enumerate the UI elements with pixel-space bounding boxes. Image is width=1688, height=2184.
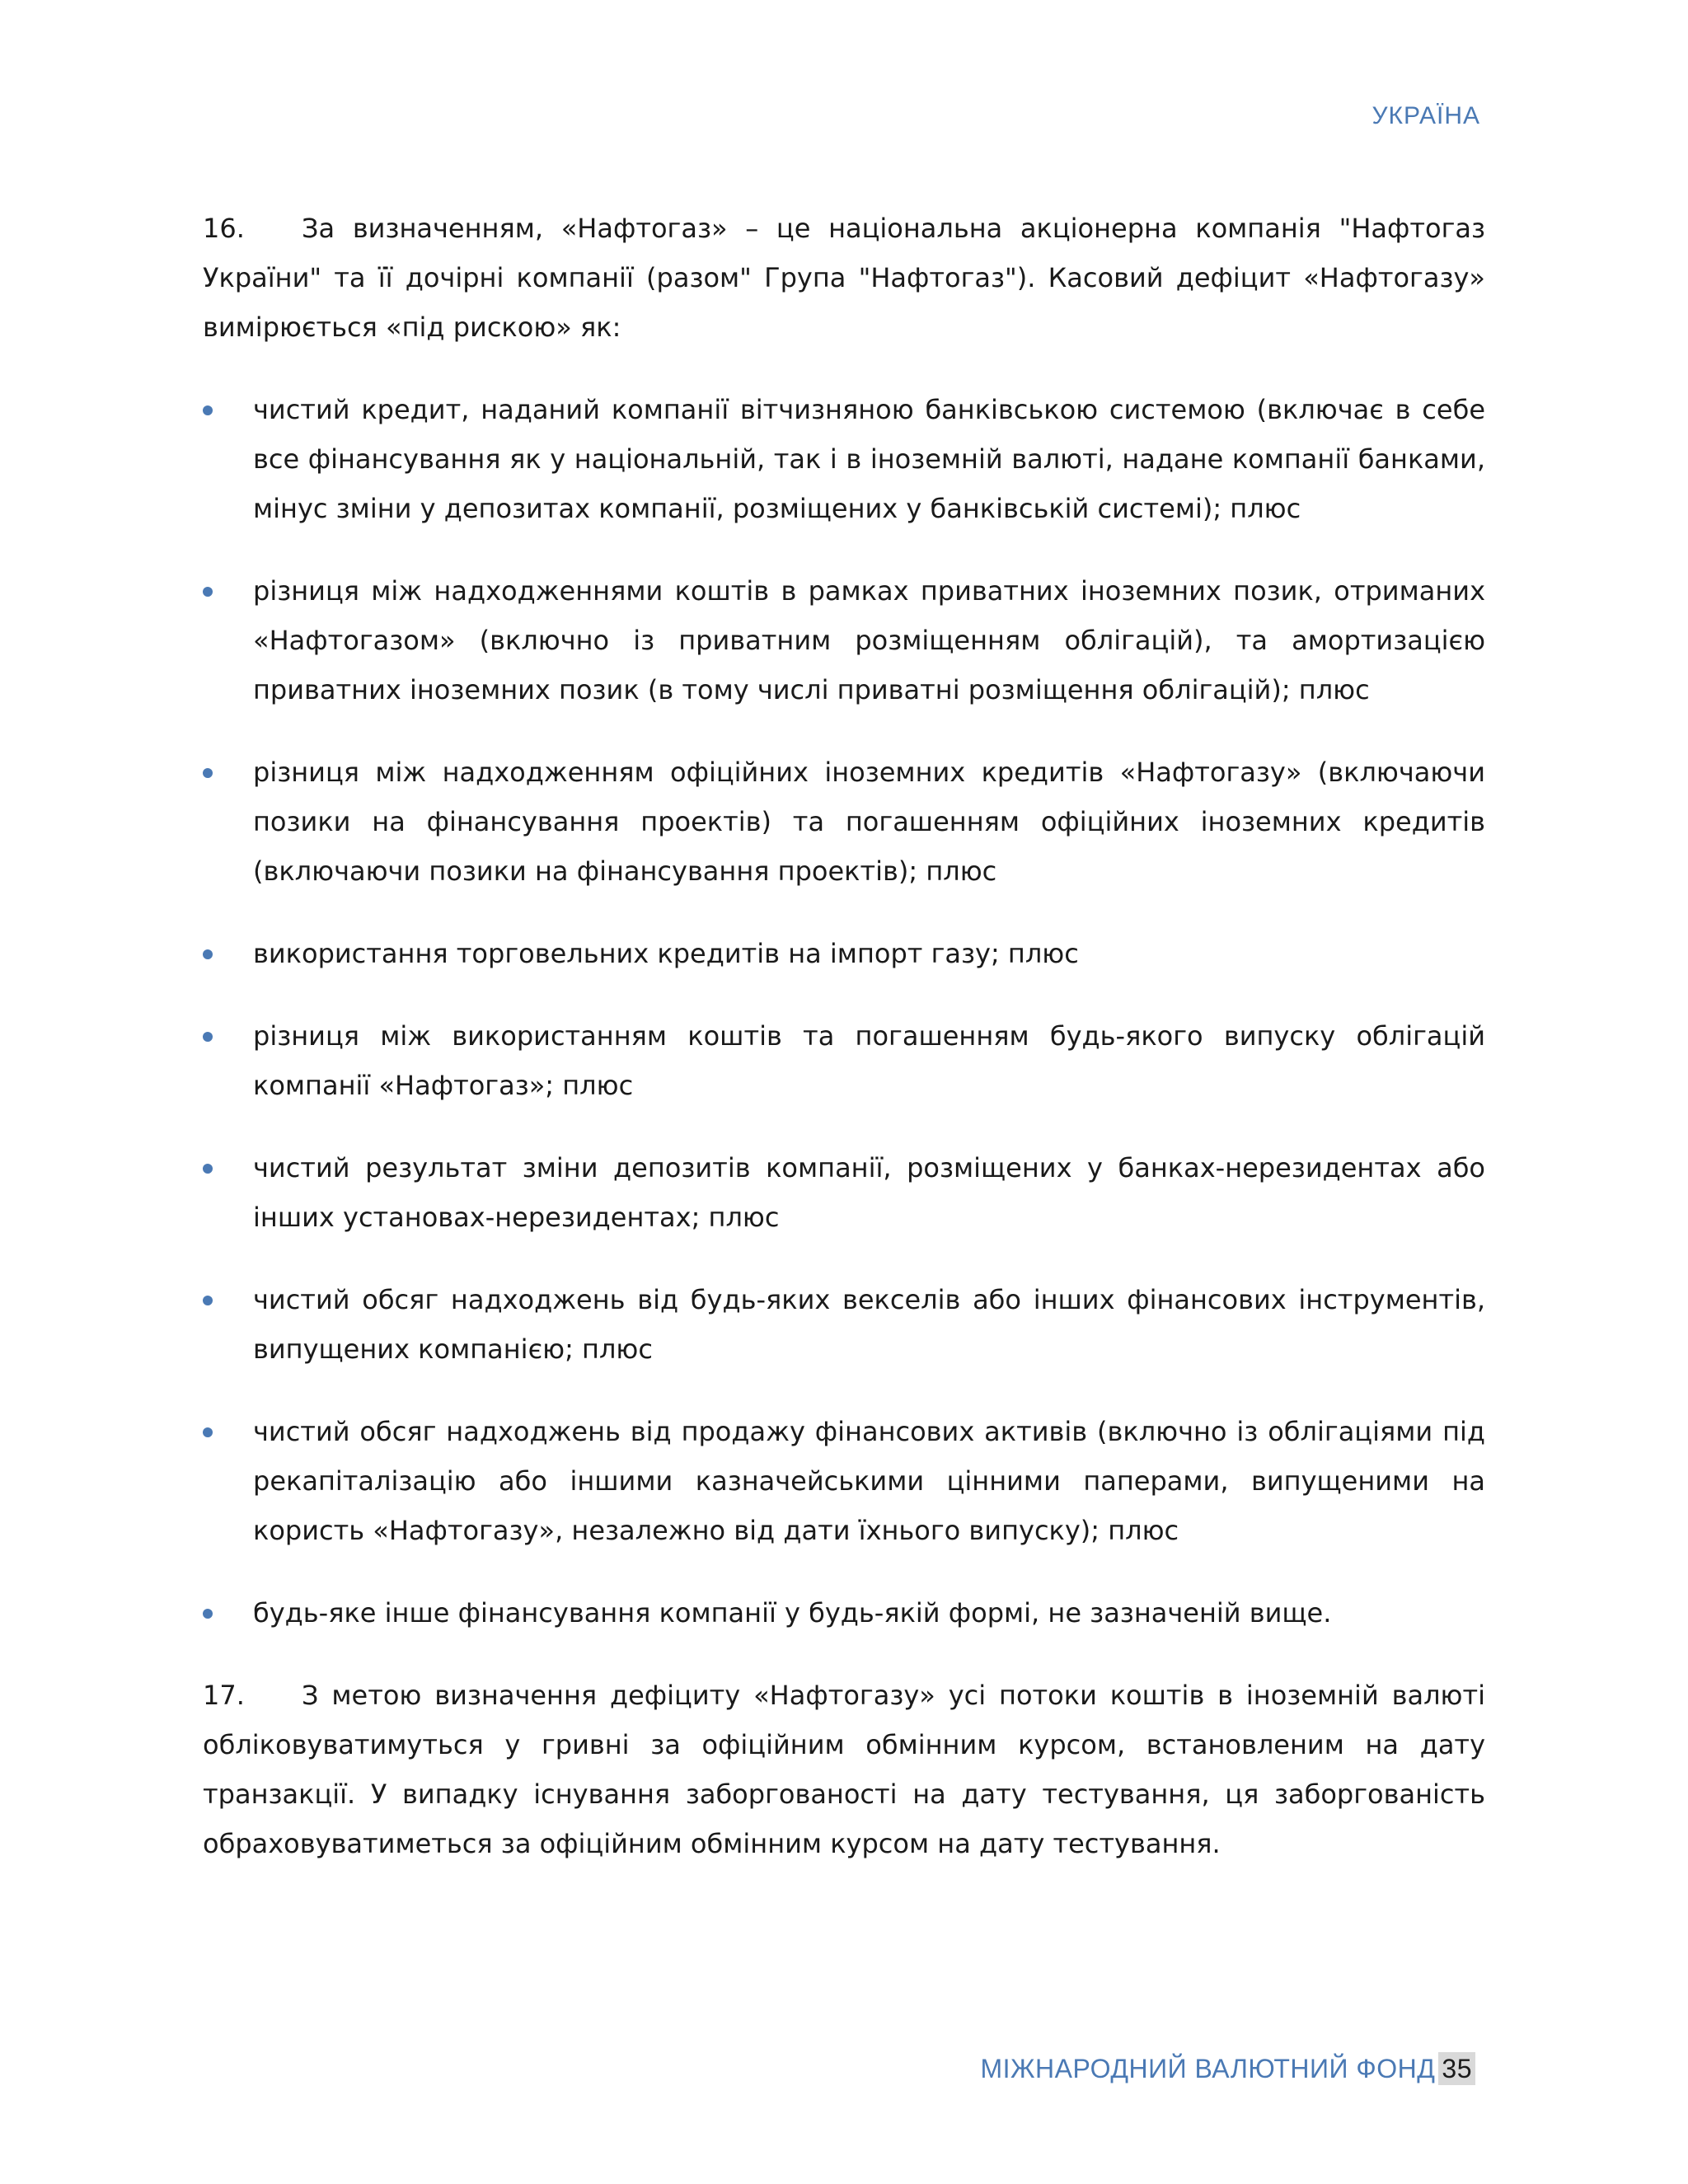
- bullet-list: [203, 385, 1485, 1638]
- paragraph-16: [203, 204, 1485, 352]
- list-item: [203, 1588, 1485, 1638]
- paragraph-number: 17.: [203, 1680, 245, 1711]
- list-item: [203, 1407, 1485, 1555]
- paragraph-17: [203, 1671, 1485, 1868]
- document-body: [203, 204, 1485, 1868]
- bullet-icon: [203, 1296, 213, 1305]
- bullet-icon: [203, 1032, 213, 1042]
- list-item: [203, 1275, 1485, 1374]
- header-country: УКРАЇНА: [1372, 102, 1480, 129]
- list-item: [203, 566, 1485, 715]
- list-item-text: різниця між надходженням офіційних іноземних кредитів «Нафтогазу» (включаючи позики на фінансування проектів) та погашенням офіційних іноземних кредитів (включаючи позики на фінансування проектів); плюс: [253, 757, 1485, 887]
- list-item-text: чистий кредит, наданий компанії вітчизняною банківською системою (включає в себе все фінансування як у національній, так і в іноземній валюті, надане компанії банками, мінус зміни у депозитах компанії, розміщених у банківській системі); плюс: [253, 394, 1485, 524]
- list-item-text: будь-яке інше фінансування компанії у будь-якій формі, не зазначеній вище.: [253, 1597, 1332, 1629]
- list-item: [203, 929, 1485, 978]
- list-item: [203, 1143, 1485, 1242]
- list-item-text: чистий обсяг надходжень від продажу фінансових активів (включно із облігаціями під рекапіталізацію або іншими казначейськими цінними паперами, випущеними на користь «Нафтогазу», незалежно від дати їхнього випуску); плюс: [253, 1416, 1485, 1546]
- paragraph-text: З метою визначення дефіциту «Нафтогазу» усі потоки коштів в іноземній валюті обліковуватимуться у гривні за офіційним обмінним курсом, встановленим на дату транзакції. У випадку існування заборгованості на дату тестування, ця заборгованість обраховуватиметься за офіційним обмінним курсом на дату тестування.: [203, 1680, 1485, 1859]
- bullet-icon: [203, 949, 213, 959]
- list-item: [203, 1011, 1485, 1110]
- paragraph-number: 16.: [203, 213, 245, 244]
- bullet-icon: [203, 1427, 213, 1437]
- list-item-text: різниця між використанням коштів та погашенням будь-якого випуску облігацій компанії «Нафтогаз»; плюс: [253, 1020, 1485, 1101]
- page-number: 35: [1438, 2052, 1475, 2085]
- list-item-text: використання торговельних кредитів на імпорт газу; плюс: [253, 938, 1079, 969]
- list-item: [203, 385, 1485, 533]
- list-item-text: чистий обсяг надходжень від будь-яких векселів або інших фінансових інструментів, випущених компанією; плюс: [253, 1284, 1485, 1365]
- bullet-icon: [203, 587, 213, 597]
- footer-organization: МІЖНАРОДНИЙ ВАЛЮТНИЙ ФОНД: [980, 2053, 1436, 2083]
- bullet-icon: [203, 405, 213, 415]
- bullet-icon: [203, 1164, 213, 1174]
- list-item: [203, 748, 1485, 896]
- page-footer: [980, 2052, 1475, 2085]
- bullet-icon: [203, 768, 213, 778]
- paragraph-text: За визначенням, «Нафтогаз» – це національна акціонерна компанія "Нафтогаз України" та її дочірні компанії (разом" Група "Нафтогаз"). Касовий дефіцит «Нафтогазу» вимірюється «під рискою» як:: [203, 213, 1485, 343]
- bullet-icon: [203, 1609, 213, 1619]
- list-item-text: різниця між надходженнями коштів в рамках приватних іноземних позик, отриманих «Нафтогазом» (включно із приватним розміщенням облігацій), та амортизацією приватних іноземних позик (в тому числі приватні розміщення облігацій); плюс: [253, 575, 1485, 705]
- list-item-text: чистий результат зміни депозитів компанії, розміщених у банках-нерезидентах або інших установах-нерезидентах; плюс: [253, 1152, 1485, 1233]
